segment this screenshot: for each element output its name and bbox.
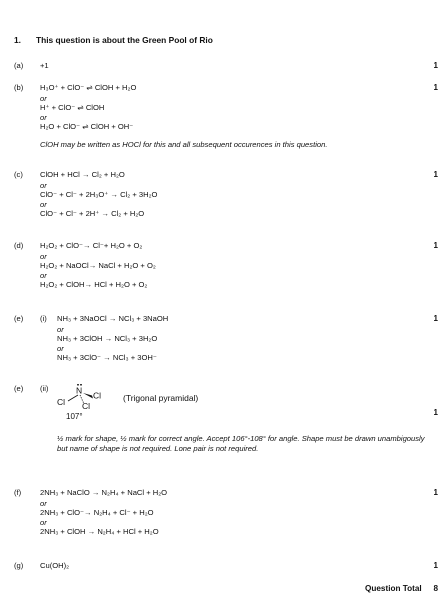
ncl3-structure <box>57 384 432 422</box>
mark-e-i: 1 <box>433 314 438 323</box>
sub-part-label: (ii) <box>40 384 49 393</box>
question-title: This question is about the Green Pool of Rio <box>36 35 213 45</box>
equation: H₂O₂ + NaOCl→ NaCl + H₂O + O₂ <box>40 260 156 270</box>
equation: 2NH₃ + NaClO → N₂H₄ + NaCl + H₂O <box>40 488 168 497</box>
equation: H₂O₂ + ClO⁻→ Cl⁻+ H₂O + O₂ <box>40 241 143 250</box>
answer-e-i <box>40 314 432 364</box>
chlorine-left: Cl <box>57 397 66 407</box>
or-label: or <box>40 271 47 281</box>
question-total <box>365 584 438 593</box>
answer-d <box>40 241 432 291</box>
mark-a: 1 <box>433 61 438 70</box>
mark-e-ii: 1 <box>433 408 438 417</box>
equation: NH₃ + 3NaOCl → NCl₃ + 3NaOH <box>57 314 169 323</box>
question-heading <box>14 35 213 45</box>
part-label-b: (b) <box>14 83 24 92</box>
mark-g: 1 <box>433 561 438 570</box>
or-label: or <box>40 518 47 528</box>
or-label: or <box>40 251 47 261</box>
question-total-value: 8 <box>433 584 438 593</box>
equation: ClO⁻ + Cl⁻ + 2H⁺ → Cl₂ + H₂O <box>40 209 145 219</box>
mark-b: 1 <box>433 83 438 92</box>
or-label: or <box>40 498 47 508</box>
or-label: or <box>40 200 47 210</box>
shape-name: (Trigonal pyramidal) <box>123 393 199 403</box>
equation: 2NH₃ + ClOH → N₂H₄ + HCl + H₂O <box>40 527 159 537</box>
bond-left <box>68 395 78 401</box>
equation: ClOH + HCl → Cl₂ + H₂O <box>40 170 125 179</box>
mark-c: 1 <box>433 170 438 179</box>
equation: H₂O + ClO⁻ ⇌ ClOH + OH⁻ <box>40 122 134 132</box>
equation: H₂O₂ + ClOH→ HCl + H₂O + O₂ <box>40 280 148 290</box>
mark-d: 1 <box>433 241 438 250</box>
equation: ClO⁻ + Cl⁻ + 2H₃O⁺ → Cl₂ + 3H₂O <box>40 189 158 199</box>
part-label-c: (c) <box>14 170 23 179</box>
answer-f <box>40 488 432 538</box>
or-label: or <box>57 344 64 354</box>
chlorine-right: Cl <box>93 390 102 401</box>
answer-g <box>40 561 432 572</box>
mark-f: 1 <box>433 488 438 497</box>
or-label: or <box>40 93 47 103</box>
sub-part-label: (i) <box>40 314 47 323</box>
answer-b <box>40 83 432 150</box>
question-total-label: Question Total <box>365 584 422 593</box>
equation: NH₃ + 3ClO⁻ → NCl₃ + 3OH⁻ <box>57 353 157 363</box>
answer-g-line: Cu(OH)₂ <box>40 561 70 570</box>
question-number: 1. <box>14 35 21 45</box>
part-label-e-ii: (e) <box>14 384 24 393</box>
or-label: or <box>57 324 64 334</box>
marking-note-e-ii: ½ mark for shape, ½ mark for correct angle. Accept 106°-108° for angle. Shape must be drawn unambigously but name of shape is not required. Lone pair is not required. <box>57 434 425 453</box>
part-label-g: (g) <box>14 561 24 570</box>
or-label: or <box>40 180 47 190</box>
part-label-d: (d) <box>14 241 24 250</box>
marking-note-b: ClOH may be written as HOCl for this and all subsequent occurences in this question. <box>40 140 328 150</box>
equation: H⁺ + ClO⁻ ⇌ ClOH <box>40 102 105 112</box>
or-label: or <box>40 113 47 123</box>
chlorine-bottom: Cl <box>82 401 91 411</box>
part-label-a: (a) <box>14 61 24 70</box>
answer-a-line: +1 <box>40 61 49 70</box>
answer-a <box>40 61 432 72</box>
answer-c <box>40 170 432 220</box>
answer-e-ii <box>40 384 432 454</box>
ncl3-structure-drawing <box>57 384 217 422</box>
nitrogen-atom: N <box>76 385 83 396</box>
wedge-bond <box>83 393 93 399</box>
equation: H₃O⁺ + ClO⁻ ⇌ ClOH + H₂O <box>40 83 137 92</box>
equation: NH₃ + 3ClOH → NCl₃ + 3H₂O <box>57 333 158 343</box>
bond-angle: 107° <box>66 412 83 421</box>
equation: 2NH₃ + ClO⁻→ N₂H₄ + Cl⁻ + H₂O <box>40 507 154 517</box>
part-label-f: (f) <box>14 488 22 497</box>
part-label-e: (e) <box>14 314 24 323</box>
